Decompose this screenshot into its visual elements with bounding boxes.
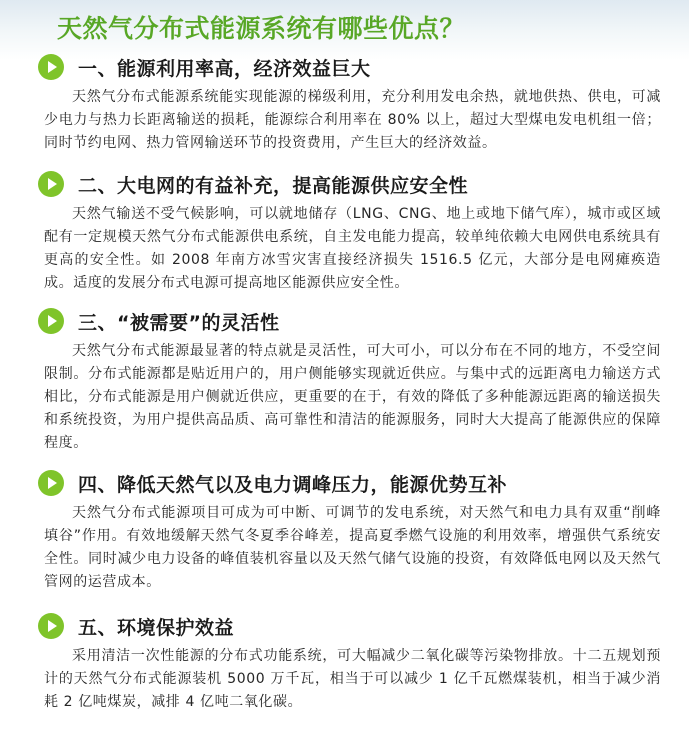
section-heading: 五、环境保护效益: [78, 616, 235, 639]
section-body: 天然气分布式能源最显著的特点就是灵活性，可大可小，可以分布在不同的地方，不受空间限制。分布式能源都是贴近用户的，用户侧能够实现就近供应。与集中式的远距离电力输送方式相比，分布式能源是用户侧就近供应，更重要的在于，有效的降低了多种能源远距离的输送损失和系统投资，为用户提供高品质、高可靠性和清洁的能源服务，同时大大提高了能源供应的保障程度。: [44, 343, 661, 451]
section-heading: 四、降低天然气以及电力调峰压力，能源优势互补: [78, 473, 508, 496]
section-heading: 二、大电网的有益补充，提高能源供应安全性: [78, 174, 469, 197]
section-heading-row: [38, 169, 468, 199]
play-circle-icon: [38, 171, 64, 197]
section-body: 天然气分布式能源项目可成为可中断、可调节的发电系统，对天然气和电力具有双重“削峰填谷”作用。有效地缓解天然气冬夏季谷峰差，提高夏季燃气设施的利用效率，增强供气系统安全性。同时减少电力设备的峰值装机容量以及天然气储气设施的投资，有效降低电网以及天然气管网的运营成本。: [44, 505, 661, 590]
page-title: 天然气分布式能源系统有哪些优点？: [57, 14, 466, 43]
section-heading-row: [38, 468, 507, 498]
section-body: 天然气分布式能源系统能实现能源的梯级利用，充分利用发电余热，就地供热、供电，可减少电力与热力长距离输送的损耗，能源综合利用率在 80% 以上，超过大型煤电发电机组一倍；同时节约电网、热力管网输送环节的投资费用，产生巨大的经济效益。: [44, 89, 661, 151]
play-circle-icon: [38, 308, 64, 334]
section-heading-row: [38, 52, 371, 82]
play-circle-icon: [38, 613, 64, 639]
section-heading: 一、能源利用率高，经济效益巨大: [78, 57, 371, 80]
section-heading-row: [38, 611, 234, 641]
play-circle-icon: [38, 54, 64, 80]
section-body: 天然气输送不受气候影响，可以就地储存（LNG、CNG、地上或地下储气库），城市或区域配有一定规模天然气分布式能源供电系统，自主发电能力提高，较单纯依赖大电网供电系统具有更高的安全性。如 2008 年南方冰雪灾害直接经济损失 1516.5 亿元，大部分是电网瘫痪造成。适度的发展分布式电源可提高地区能源供应安全性。: [44, 206, 661, 291]
section-heading: 三、“被需要”的灵活性: [78, 311, 280, 334]
play-circle-icon: [38, 470, 64, 496]
section-body: 采用清洁一次性能源的分布式功能系统，可大幅减少二氧化碳等污染物排放。十二五规划预计的天然气分布式能源装机 5000 万千瓦，相当于可以减少 1 亿千瓦燃煤装机，相当于减少消耗 2 亿吨煤炭，减排 4 亿吨二氧化碳。: [44, 648, 661, 710]
section-heading-row: [38, 306, 279, 336]
